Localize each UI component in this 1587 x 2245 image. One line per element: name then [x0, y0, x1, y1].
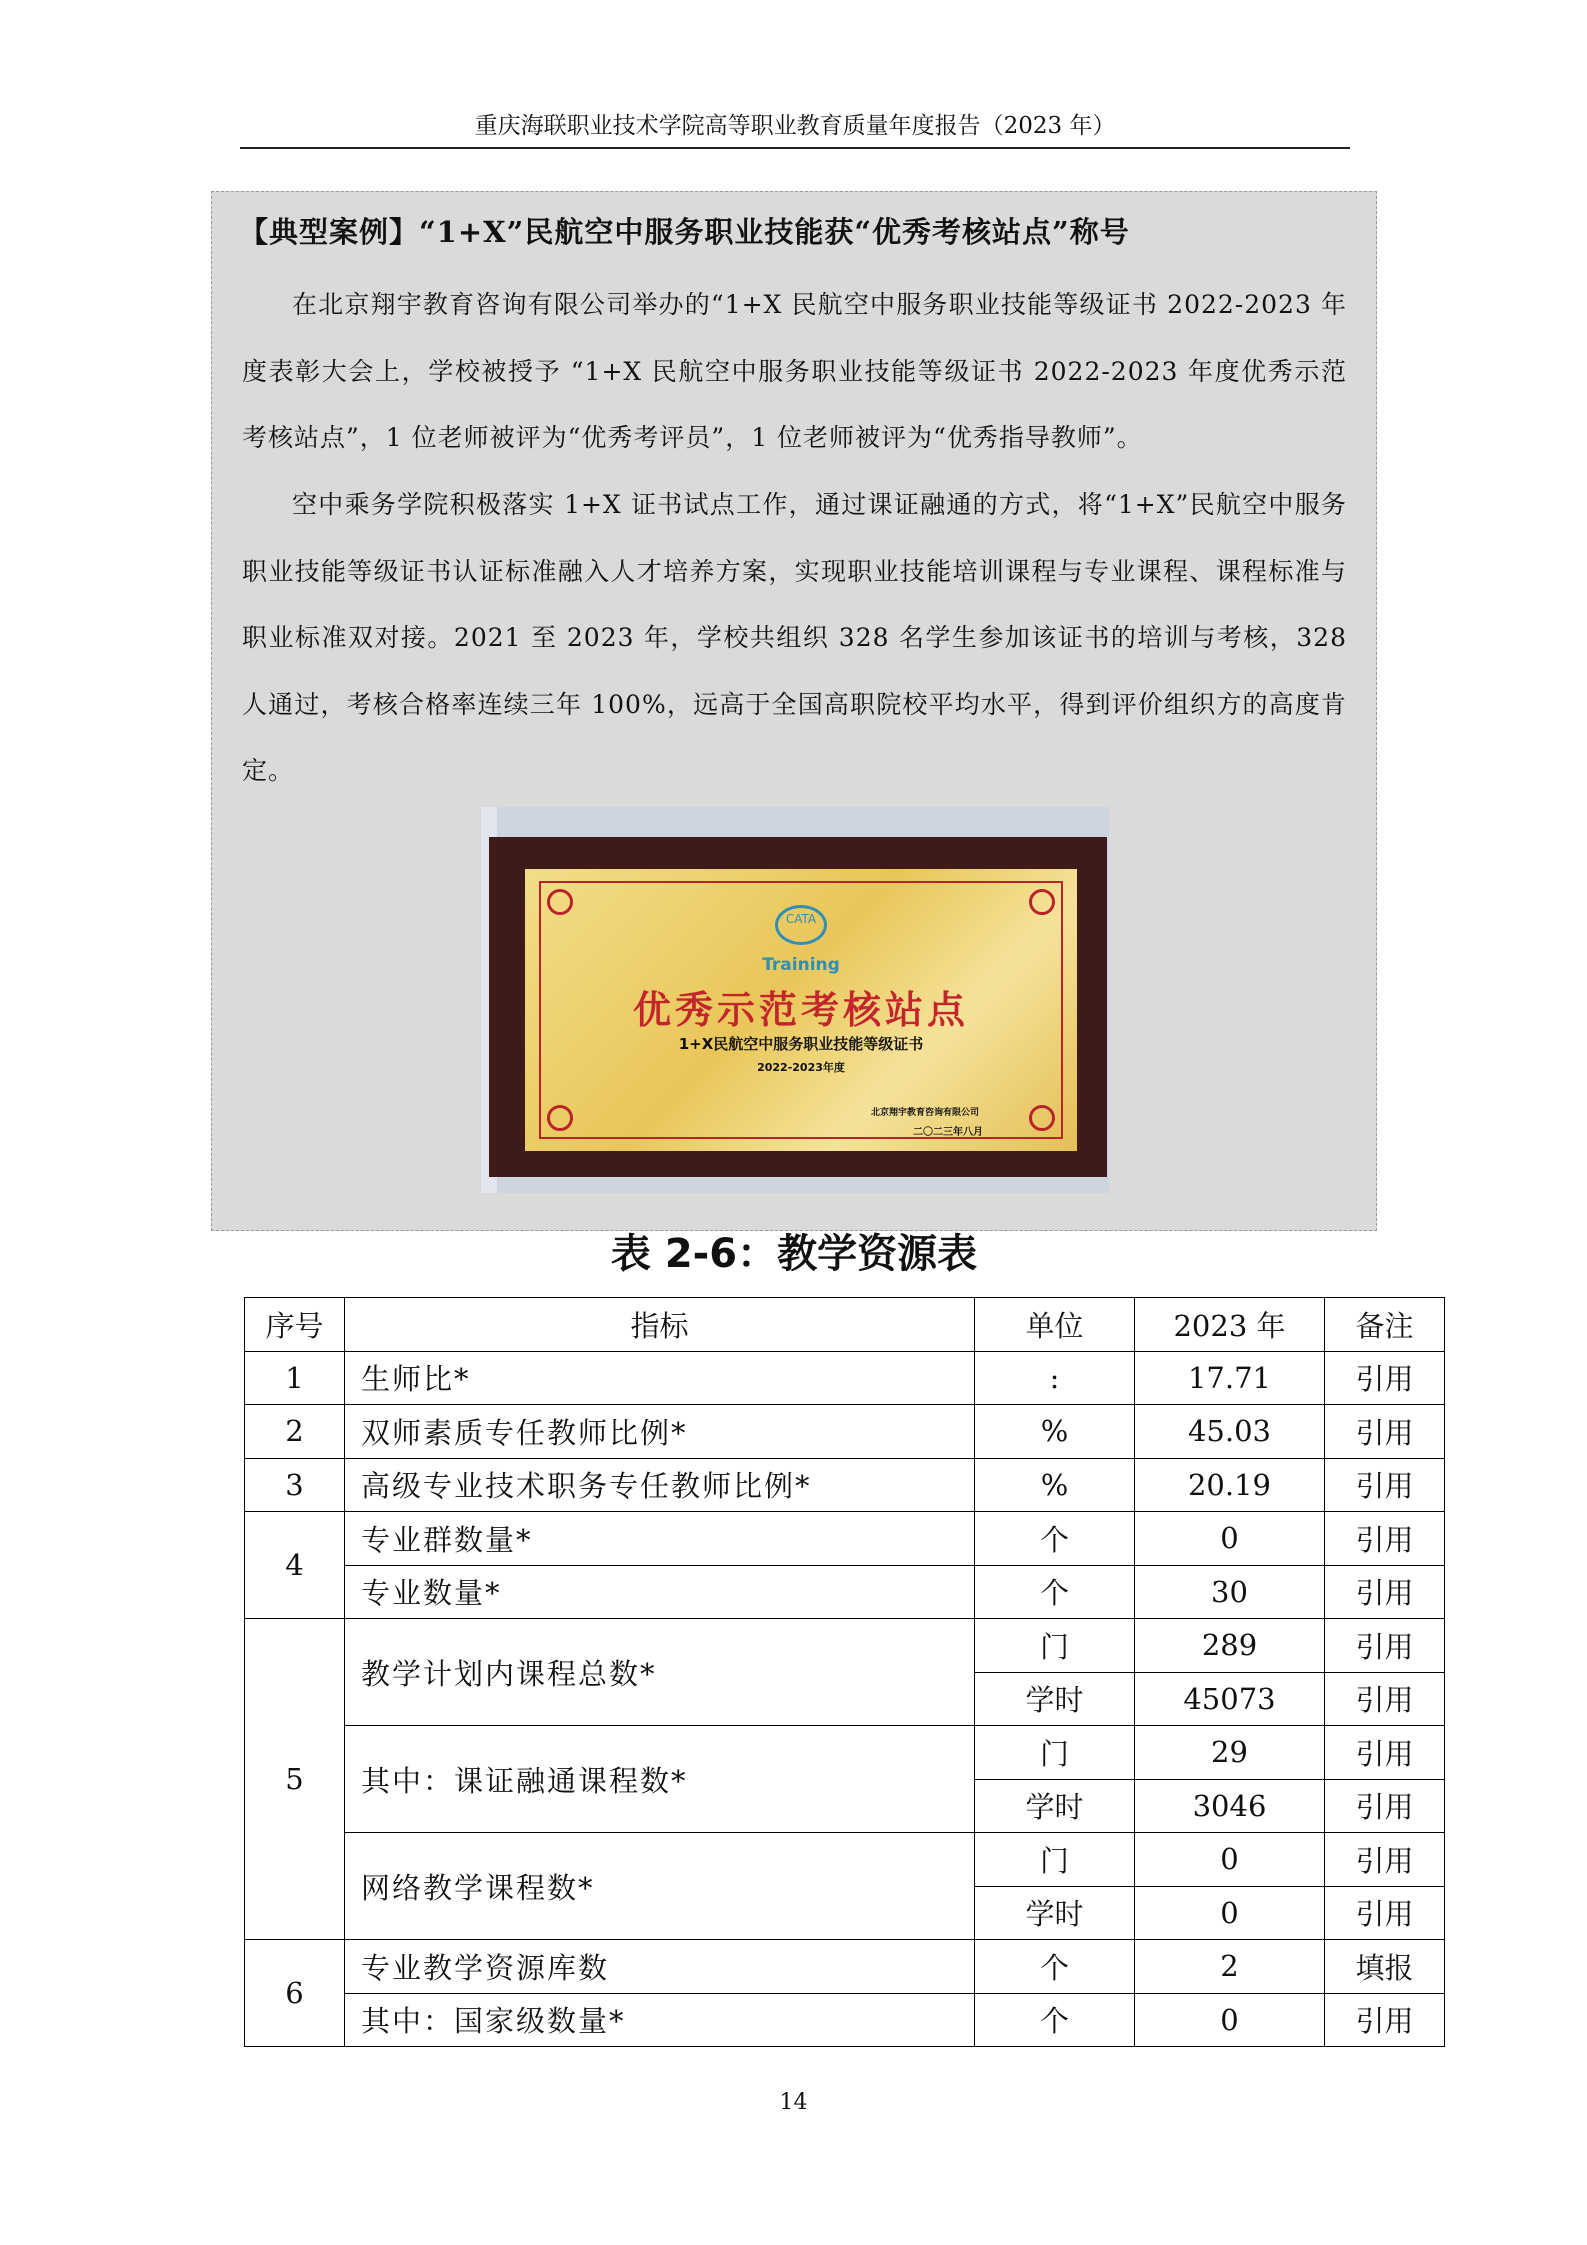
cell-value: 0: [1135, 1886, 1325, 1940]
cell-unit: 个: [975, 1940, 1135, 1994]
cell-note: 引用: [1325, 1726, 1445, 1780]
table-row: [245, 1726, 1445, 1780]
cell-value: 29: [1135, 1726, 1325, 1780]
table-row: [245, 1351, 1445, 1405]
cell-unit: 门: [975, 1726, 1135, 1780]
cell-unit: %: [975, 1405, 1135, 1459]
cell-note: 引用: [1325, 1833, 1445, 1887]
cell-indicator: 专业教学资源库数: [345, 1940, 975, 1994]
case-paragraph-2: 空中乘务学院积极落实 1+X 证书试点工作，通过课证融通的方式，将“1+X”民航空中服务职业技能等级证书认证标准融入人才培养方案，实现职业技能培训课程与专业课程、课程标准与职业标准双对接。2021 至 2023 年，学校共组织 328 名学生参加该证书的培训与考核，328 人通过，考核合格率连续三年 100%，远高于全国高职院校平均水平，得到评价组织方的高度肯定。: [242, 490, 1347, 785]
cell-note: 引用: [1325, 1886, 1445, 1940]
cell-seq: 5: [245, 1619, 345, 1940]
table-row: [245, 1512, 1445, 1566]
cell-value: 30: [1135, 1565, 1325, 1619]
cell-unit: 学时: [975, 1672, 1135, 1726]
case-title: 【典型案例】“1+X”民航空中服务职业技能获“优秀考核站点”称号: [239, 215, 1130, 249]
cell-value: 20.19: [1135, 1458, 1325, 1512]
plaque-date: 二〇二三年八月: [913, 1127, 983, 1138]
cell-unit: :: [975, 1351, 1135, 1405]
cell-indicator: 高级专业技术职务专任教师比例*: [345, 1458, 975, 1512]
cell-value: 2: [1135, 1940, 1325, 1994]
cell-note: 填报: [1325, 1940, 1445, 1994]
corner-ornament-icon: [547, 1105, 573, 1131]
cata-logo-icon: [775, 905, 827, 945]
cell-unit: 个: [975, 1565, 1135, 1619]
cell-note: 引用: [1325, 1672, 1445, 1726]
cell-value: 289: [1135, 1619, 1325, 1673]
header-rule: [240, 147, 1350, 149]
cell-unit: 学时: [975, 1886, 1135, 1940]
cell-indicator: 其中：课证融通课程数*: [345, 1726, 975, 1833]
cell-indicator: 教学计划内课程总数*: [345, 1619, 975, 1726]
cell-unit: 个: [975, 1993, 1135, 2047]
teaching-resources-table: [244, 1297, 1445, 2047]
plaque-training-text: Training: [762, 955, 840, 975]
cell-seq: 4: [245, 1512, 345, 1619]
case-paragraph-1: 在北京翔宇教育咨询有限公司举办的“1+X 民航空中服务职业技能等级证书 2022-2023 年度表彰大会上，学校被授予 “1+X 民航空中服务职业技能等级证书 2022-2023 年度优秀示范考核站点”，1 位老师被评为“优秀考评员”，1 位老师被评为“优秀指导教师”。: [242, 290, 1347, 452]
table-title: 表 2-6：教学资源表: [610, 1231, 978, 1277]
table-row: [245, 1619, 1445, 1673]
typical-case-box: [211, 191, 1377, 1231]
plaque-inner-border: [539, 881, 1063, 1139]
corner-ornament-icon: [547, 889, 573, 915]
plaque-gold-plate: [525, 869, 1077, 1151]
table-row: [245, 1565, 1445, 1619]
corner-ornament-icon: [1029, 1105, 1055, 1131]
cell-seq: 6: [245, 1940, 345, 2047]
cell-note: 引用: [1325, 1565, 1445, 1619]
header-note: 备注: [1325, 1298, 1445, 1352]
cell-unit: 学时: [975, 1779, 1135, 1833]
cell-indicator: 专业群数量*: [345, 1512, 975, 1566]
header-indicator: 指标: [345, 1298, 975, 1352]
corner-ornament-icon: [1029, 889, 1055, 915]
cell-indicator: 生师比*: [345, 1351, 975, 1405]
plaque-organization: 北京翔宇教育咨询有限公司: [871, 1108, 980, 1118]
header-year: 2023 年: [1135, 1298, 1325, 1352]
table-row: [245, 1940, 1445, 1994]
cell-value: 45073: [1135, 1672, 1325, 1726]
cell-note: 引用: [1325, 1351, 1445, 1405]
cell-note: 引用: [1325, 1512, 1445, 1566]
cell-unit: 门: [975, 1619, 1135, 1673]
cell-value: 0: [1135, 1993, 1325, 2047]
cell-note: 引用: [1325, 1458, 1445, 1512]
logo-text: CATA: [785, 912, 817, 926]
header-seq: 序号: [245, 1298, 345, 1352]
table-row: [245, 1833, 1445, 1887]
cell-value: 0: [1135, 1512, 1325, 1566]
table-row: [245, 1993, 1445, 2047]
cell-note: 引用: [1325, 1779, 1445, 1833]
table-row: [245, 1405, 1445, 1459]
cell-indicator: 网络教学课程数*: [345, 1833, 975, 1940]
cell-indicator: 其中：国家级数量*: [345, 1993, 975, 2047]
cell-value: 0: [1135, 1833, 1325, 1887]
cell-note: 引用: [1325, 1619, 1445, 1673]
cell-unit: %: [975, 1458, 1135, 1512]
cell-value: 17.71: [1135, 1351, 1325, 1405]
cell-seq: 1: [245, 1351, 345, 1405]
table-row: [245, 1458, 1445, 1512]
cell-value: 3046: [1135, 1779, 1325, 1833]
cell-unit: 门: [975, 1833, 1135, 1887]
award-plaque-photo: [481, 807, 1109, 1193]
header-unit: 单位: [975, 1298, 1135, 1352]
cell-unit: 个: [975, 1512, 1135, 1566]
table-header-row: [245, 1298, 1445, 1352]
plaque-main-title: 优秀示范考核站点: [632, 988, 969, 1032]
cell-seq: 3: [245, 1458, 345, 1512]
cell-note: 引用: [1325, 1405, 1445, 1459]
cell-seq: 2: [245, 1405, 345, 1459]
plaque-subtitle: 1+X民航空中服务职业技能等级证书: [678, 1035, 924, 1053]
cell-indicator: 双师素质专任教师比例*: [345, 1405, 975, 1459]
plaque-year: 2022-2023年度: [757, 1061, 845, 1074]
cell-note: 引用: [1325, 1993, 1445, 2047]
page-number: 14: [779, 2090, 808, 2115]
cell-indicator: 专业数量*: [345, 1565, 975, 1619]
cell-value: 45.03: [1135, 1405, 1325, 1459]
page-header: 重庆海联职业技术学院高等职业教育质量年度报告（2023 年）: [474, 113, 1116, 139]
